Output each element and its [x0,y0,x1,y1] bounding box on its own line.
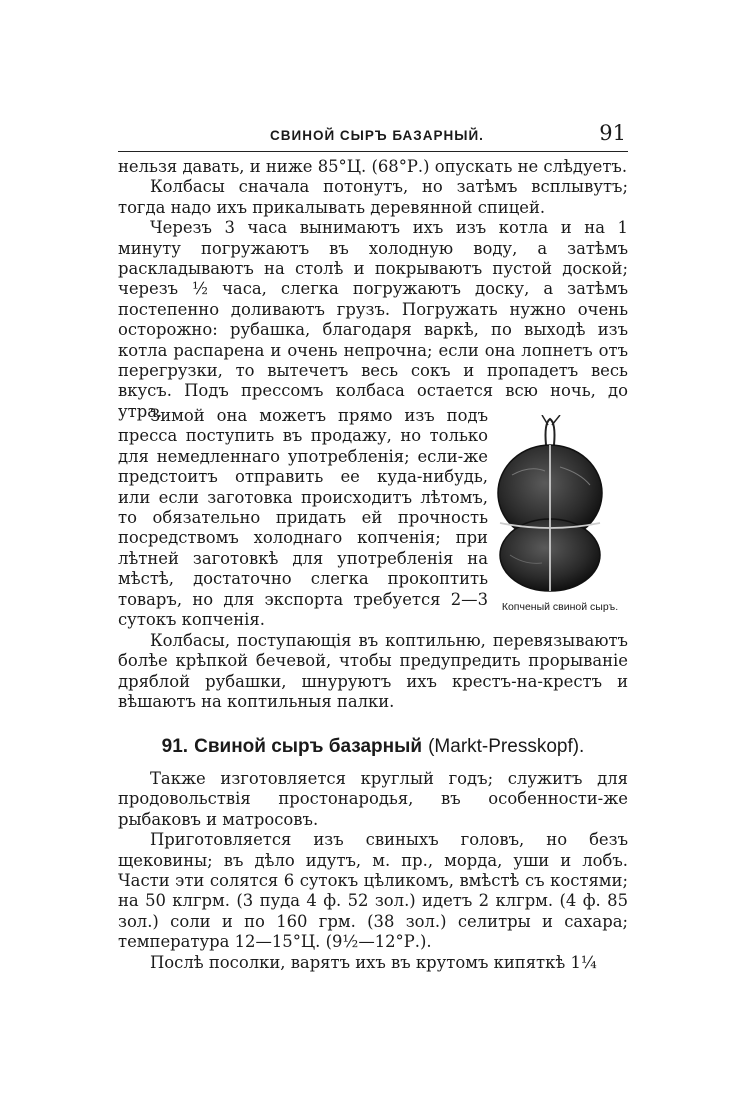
paragraph: Приготовляется изъ свиныхъ головъ, но безъ щековины; въ дѣло идутъ, м. пр., морда, уши и лобъ. Части эти солятся 6 сутокъ цѣликомъ, вмѣстѣ съ костями; на 50 клгрм. (3 пуда 4 ф. 52 зол.) идетъ 2 клгрм. (4 ф. 85 зол.) соли и по 160 грм. (38 зол.) селитры и сахара; температура 12—15°Ц. (9½—12°Р.). [118,830,628,952]
text-block-bottom [118,769,628,973]
page-header [118,121,628,151]
text-block-after-figure [118,631,628,713]
section-number: 91. [161,736,189,757]
figure-smoked-pork-cheese [490,415,630,625]
paragraph: нельзя давать, и ниже 85°Ц. (68°Р.) опускать не слѣдуетъ. [118,157,628,176]
section-title: Свиной сыръ базарный [194,736,423,757]
paragraph: Послѣ посолки, варятъ ихъ въ крутомъ кипяткѣ 1¼ [150,952,597,972]
paragraph: Колбасы сначала потонутъ, но затѣмъ всплывутъ; тогда надо ихъ прикалывать деревянной спицей. [118,177,628,217]
paragraph: Зимой она можетъ прямо изъ подъ пресса поступить въ продажу, но только для немедленнаго употребленія; если-же предстоитъ отправить ее куда-нибудь, или если заготовка происходитъ лѣтомъ, то обязательно придать ей прочность посредствомъ холоднаго копченія; при лѣтней заготовкѣ для употребленія на мѣстѣ, достаточно слегка прокоптить товаръ, но для экспорта требуется 2—3 сутокъ копченія. [118,406,488,630]
running-title: СВИНОЙ СЫРЪ БАЗАРНЫЙ. [270,128,484,143]
section-heading [118,735,628,758]
paragraph: Черезъ 3 часа вынимаютъ ихъ изъ котла и на 1 минуту погружаютъ въ холодную воду, а затѣмъ раскладываютъ на столѣ и покрываютъ пустой доской; черезъ ½ часа, слегка погружаютъ доску, а затѣмъ постепенно доливаютъ грузъ. Погружать нужно очень осторожно: рубашка, благодаря варкѣ, по выходѣ изъ котла распарена и очень непрочна; если она лопнетъ отъ перегрузки, то вытечетъ весь сокъ и пропадетъ весь вкусъ. Подъ прессомъ колбаса остается всю ночь, до утра. [118,218,628,421]
paragraph: Также изготовляется круглый годъ; служитъ для продовольствія простонародья, въ особенности-же рыбаковъ и матросовъ. [118,769,628,829]
page-number: 91 [599,121,626,145]
section-german-title: (Markt-Presskopf). [428,736,585,757]
paragraph: Колбасы, поступающія въ коптильню, перевязываютъ болѣе крѣпкой бечевой, чтобы предупредить прорываніе дряблой рубашки, шнуруютъ ихъ крестъ-на-крестъ и вѣшаютъ на коптильныя палки. [118,631,628,712]
smoked-cheese-illustration [490,415,630,605]
figure-caption: Копченый свиной сыръ. [501,601,619,613]
header-rule [118,151,628,152]
text-block-beside-figure [118,406,488,630]
text-block-top [118,157,628,422]
